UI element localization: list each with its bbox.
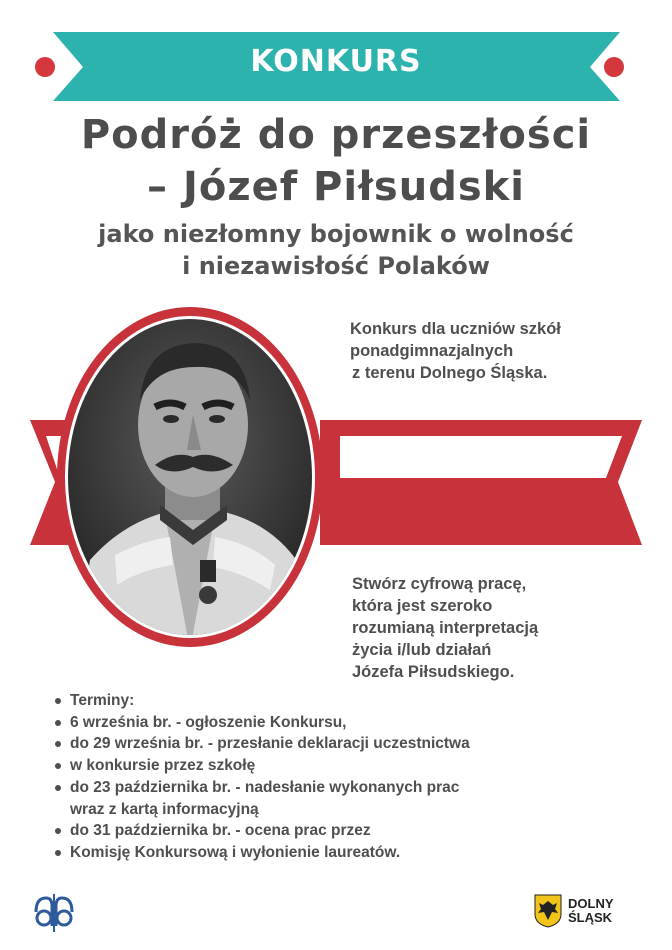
dolny-slask-eagle-icon bbox=[534, 894, 562, 928]
list-item: 6 września br. - ogłoszenie Konkursu, bbox=[52, 712, 652, 734]
task-line: która jest szeroko bbox=[352, 597, 493, 615]
logo-text-line1: DOLNY bbox=[568, 896, 614, 911]
list-item: w konkursie przez szkołę bbox=[52, 755, 652, 777]
list-item: do 23 października br. - nadesłanie wykonanych prac bbox=[52, 777, 652, 799]
page-subtitle-line2: i niezawisłość Polaków bbox=[182, 252, 490, 280]
logo-text-line2: ŚLĄSK bbox=[568, 910, 613, 925]
page-title-line1: Podróż do przeszłości bbox=[80, 112, 592, 158]
task-line: Stwórz cyfrową pracę, bbox=[352, 575, 527, 593]
banner-left-dot-icon bbox=[35, 57, 55, 77]
task-line: Józefa Piłsudskiego. bbox=[352, 663, 515, 681]
odn-logo-icon bbox=[30, 890, 78, 934]
intro-line: Konkurs dla uczniów szkół bbox=[350, 320, 561, 338]
ribbon-white-band bbox=[340, 436, 622, 478]
task-line: rozumianą interpretacją bbox=[352, 619, 539, 637]
list-item: wraz z kartą informacyjną bbox=[70, 800, 259, 818]
dolny-slask-logo bbox=[534, 892, 644, 932]
terms-list bbox=[52, 690, 652, 864]
intro-line: ponadgimnazjalnych bbox=[350, 342, 514, 360]
banner-right-dot-icon bbox=[604, 57, 624, 77]
task-text bbox=[352, 573, 652, 683]
page-title-line2: – Józef Piłsudski bbox=[147, 164, 525, 210]
page-subtitle-line1: jako niezłomny bojownik o wolność bbox=[98, 220, 574, 248]
list-item: do 31 października br. - ocena prac przez bbox=[52, 820, 652, 842]
list-item: Komisję Konkursową i wyłonienie laureatów. bbox=[52, 842, 652, 864]
terms-heading: Terminy: bbox=[52, 690, 652, 712]
intro-text bbox=[340, 318, 640, 384]
task-line: życia i/lub działań bbox=[352, 641, 492, 659]
banner-label: KONKURS bbox=[250, 44, 422, 79]
list-item: do 29 września br. - przesłanie deklaracji uczestnictwa bbox=[52, 733, 652, 755]
pilsudski-portrait bbox=[55, 305, 325, 650]
intro-line: z terenu Dolnego Śląska. bbox=[352, 364, 548, 382]
